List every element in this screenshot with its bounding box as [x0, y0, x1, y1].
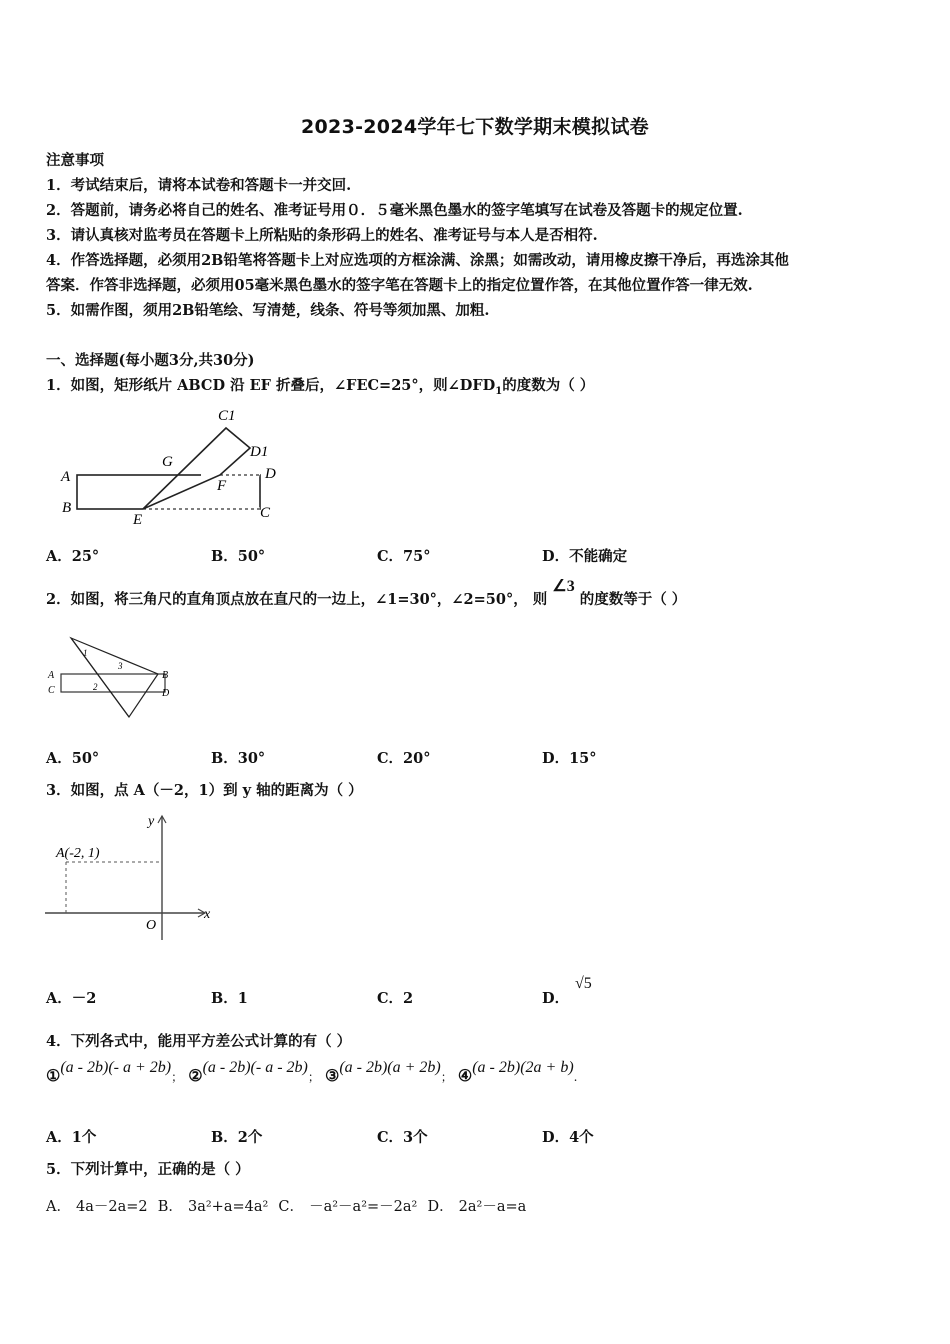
- q1-option-b[interactable]: B．50°: [211, 548, 266, 565]
- q5-option-d-text[interactable]: 2a²－a=a: [458, 1199, 527, 1215]
- q2-option-d[interactable]: D．15°: [542, 750, 597, 767]
- q3-option-d[interactable]: D．: [542, 990, 570, 1007]
- label-y: y: [148, 814, 155, 829]
- q1-option-c[interactable]: C．75°: [377, 548, 431, 565]
- expr-4: (a - 2b)(2a + b): [472, 1059, 574, 1076]
- q3-option-d-sqrt5: √5: [575, 975, 592, 992]
- q2-option-a[interactable]: A．50°: [46, 750, 100, 767]
- label-angle-1: 1: [83, 648, 88, 658]
- label-d: D: [162, 688, 170, 699]
- q2-option-c[interactable]: C．20°: [377, 750, 431, 767]
- ruler: [61, 674, 165, 692]
- notice-item: 3．请认真核对监考员在答题卡上所粘贴的条形码上的姓名、准考证号与本人是否相符.: [46, 227, 598, 244]
- q5-options: [46, 1195, 526, 1216]
- label-origin: O: [146, 918, 157, 933]
- q3-option-b[interactable]: B．1: [211, 990, 248, 1007]
- question-5-stem: 5．下列计算中，正确的是（ ）: [46, 1161, 250, 1178]
- label-a: A: [48, 670, 55, 681]
- q3-figure: [40, 808, 225, 948]
- notice-item: 5．如需作图，须用2B铅笔绘、写清楚，线条、符号等须加黑、加粗.: [46, 302, 490, 319]
- label-x: x: [204, 907, 211, 922]
- label-angle-2: 2: [93, 682, 98, 692]
- q5-option-b-label[interactable]: B．: [157, 1199, 183, 1215]
- label-c: C: [260, 505, 271, 521]
- label-b: B: [162, 670, 169, 681]
- q4-expressions: ①(a - 2b)(- a + 2b)； ②(a - 2b)(- a - 2b)； ③(a - 2b)(a + 2b)； ④(a - 2b)(2a + b).: [46, 1059, 578, 1085]
- mark-2: ②: [188, 1066, 203, 1085]
- q4-option-c[interactable]: C．3个: [377, 1129, 428, 1146]
- label-d: D: [265, 466, 276, 482]
- notice-item: 4．作答选择题，必须用2B铅笔将答题卡上对应选项的方框涂满、涂黑；如需改动，请用橡皮擦干净后，再选涂其他: [46, 252, 789, 269]
- q4-option-a[interactable]: A．1个: [46, 1129, 97, 1146]
- label-a: A: [61, 469, 71, 485]
- question-1-stem: 1．如图，矩形纸片 ABCD 沿 EF 折叠后，∠FEC=25°，则$\angle DFD_1$的度数为（ ）: [46, 377, 595, 397]
- label-b: B: [62, 500, 72, 516]
- q5-option-c-label[interactable]: C．: [278, 1199, 305, 1215]
- q4-option-d[interactable]: D．4个: [542, 1129, 594, 1146]
- q1-option-a[interactable]: A．25°: [46, 548, 100, 565]
- section-heading: 一、选择题(每小题3分,共30分): [46, 352, 255, 369]
- question-3-stem: 3．如图，点 A（－2，1）到 y 轴的距离为（ ）: [46, 782, 363, 799]
- label-d1: D1: [250, 444, 269, 460]
- q2-option-b[interactable]: B．30°: [211, 750, 266, 767]
- question-4-stem: 4．下列各式中，能用平方差公式计算的有（ ）: [46, 1033, 352, 1050]
- mark-3: ③: [324, 1066, 340, 1085]
- expr-1: (a - 2b)(- a + 2b): [60, 1059, 172, 1076]
- q3-option-a[interactable]: A．－2: [46, 990, 97, 1007]
- q1-figure: [55, 400, 290, 530]
- q5-option-b-text[interactable]: 3a²+a=4a²: [188, 1199, 269, 1215]
- q4-option-b[interactable]: B．2个: [211, 1129, 263, 1146]
- label-g: G: [162, 454, 173, 470]
- question-2-stem: 2．如图，将三角尺的直角顶点放在直尺的一边上，∠1=30°，∠2=50°， 则 ∠3 的度数等于（ ）: [46, 578, 687, 608]
- q5-option-d-label[interactable]: D．: [427, 1199, 454, 1215]
- label-c1: C1: [218, 408, 236, 424]
- label-e: E: [133, 512, 143, 528]
- q1-option-d[interactable]: D．不能确定: [542, 548, 628, 565]
- folded-flap: [143, 428, 250, 509]
- page-title: 2023-2024学年七下数学期末模拟试卷: [301, 116, 649, 138]
- notice-item: 1．考试结束后，请将本试卷和答题卡一并交回.: [46, 177, 352, 194]
- expr-3: (a - 2b)(a + 2b): [339, 1059, 441, 1076]
- mark-4: ④: [457, 1066, 473, 1085]
- notice-heading: 注意事项: [46, 152, 104, 169]
- label-c: C: [48, 685, 55, 696]
- q2-figure: [45, 630, 180, 725]
- q5-option-a-label[interactable]: A．: [46, 1199, 71, 1215]
- label-f: F: [217, 478, 227, 494]
- label-angle-3: 3: [118, 661, 123, 671]
- mark-1: ①: [46, 1066, 61, 1085]
- label-point-a: A(-2, 1): [56, 846, 100, 861]
- q5-option-a-text[interactable]: 4a－2a=2: [76, 1199, 148, 1215]
- notice-item: 答案．作答非选择题，必须用05毫米黑色墨水的签字笔在答题卡上的指定位置作答，在其他位置作答一律无效.: [46, 277, 753, 294]
- q5-option-c-text[interactable]: －a²－a²=－2a²: [309, 1199, 418, 1215]
- rectangle-abcd: [77, 475, 260, 509]
- expr-2: (a - 2b)(- a - 2b): [202, 1059, 308, 1076]
- q3-option-c[interactable]: C．2: [377, 990, 414, 1007]
- notice-item: 2．答题前，请务必将自己的姓名、准考证号用０．５毫米黑色墨水的签字笔填写在试卷及答题卡的规定位置.: [46, 202, 743, 219]
